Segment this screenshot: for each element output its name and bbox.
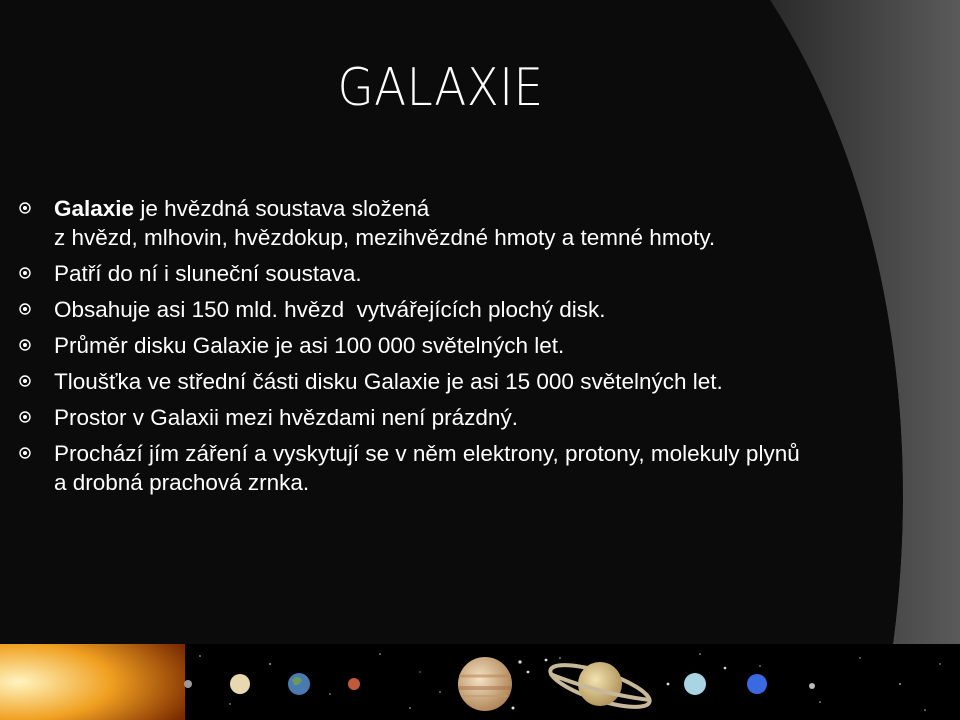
circle-bullet-icon xyxy=(19,411,31,423)
circle-bullet-icon xyxy=(19,447,31,459)
bullet-text: je hvězdná soustava složená xyxy=(134,196,430,221)
bullet-text-line2: z hvězd, mlhovin, hvězdokup, mezihvězdné hmoty a temné hmoty. xyxy=(54,225,716,250)
circle-bullet-icon xyxy=(19,303,31,315)
term-galaxie: Galaxie xyxy=(54,196,135,221)
bullet-item xyxy=(14,367,954,396)
solar-system-strip xyxy=(0,644,960,720)
venus-icon xyxy=(230,674,250,694)
circle-bullet-icon xyxy=(19,267,31,279)
circle-bullet-icon xyxy=(19,202,31,214)
bullet-item xyxy=(14,194,954,252)
bullet-item xyxy=(14,259,954,288)
circle-bullet-icon xyxy=(19,339,31,351)
mercury-icon xyxy=(184,680,192,688)
earth-icon xyxy=(288,673,310,695)
bullet-item xyxy=(14,331,954,360)
bullet-item xyxy=(14,403,954,432)
sun-icon xyxy=(0,644,185,720)
slide-title: GALAXIE xyxy=(336,58,544,118)
jupiter-icon xyxy=(458,657,512,711)
neptune-icon xyxy=(747,674,767,694)
bullet-text: Prostor v Galaxii mezi hvězdami není prázdný. xyxy=(54,405,518,430)
uranus-icon xyxy=(684,673,706,695)
bullet-item xyxy=(14,439,954,497)
pluto-icon xyxy=(809,683,815,689)
bullet-text: Obsahuje asi 150 mld. hvězd vytvářejících plochý disk. xyxy=(54,297,606,322)
bullet-text: Průměr disku Galaxie je asi 100 000 světelných let. xyxy=(54,333,565,358)
bullet-text-line2: a drobná prachová zrnka. xyxy=(54,470,310,495)
circle-bullet-icon xyxy=(19,375,31,387)
bullet-list xyxy=(14,194,954,504)
bullet-text: Tloušťka ve střední části disku Galaxie je asi 15 000 světelných let. xyxy=(54,369,723,394)
bullet-text: Prochází jím záření a vyskytují se v něm elektrony, protony, molekuly plynů xyxy=(54,441,800,466)
bullet-text: Patří do ní i sluneční soustava. xyxy=(54,261,362,286)
bullet-item xyxy=(14,295,954,324)
mars-icon xyxy=(348,678,360,690)
